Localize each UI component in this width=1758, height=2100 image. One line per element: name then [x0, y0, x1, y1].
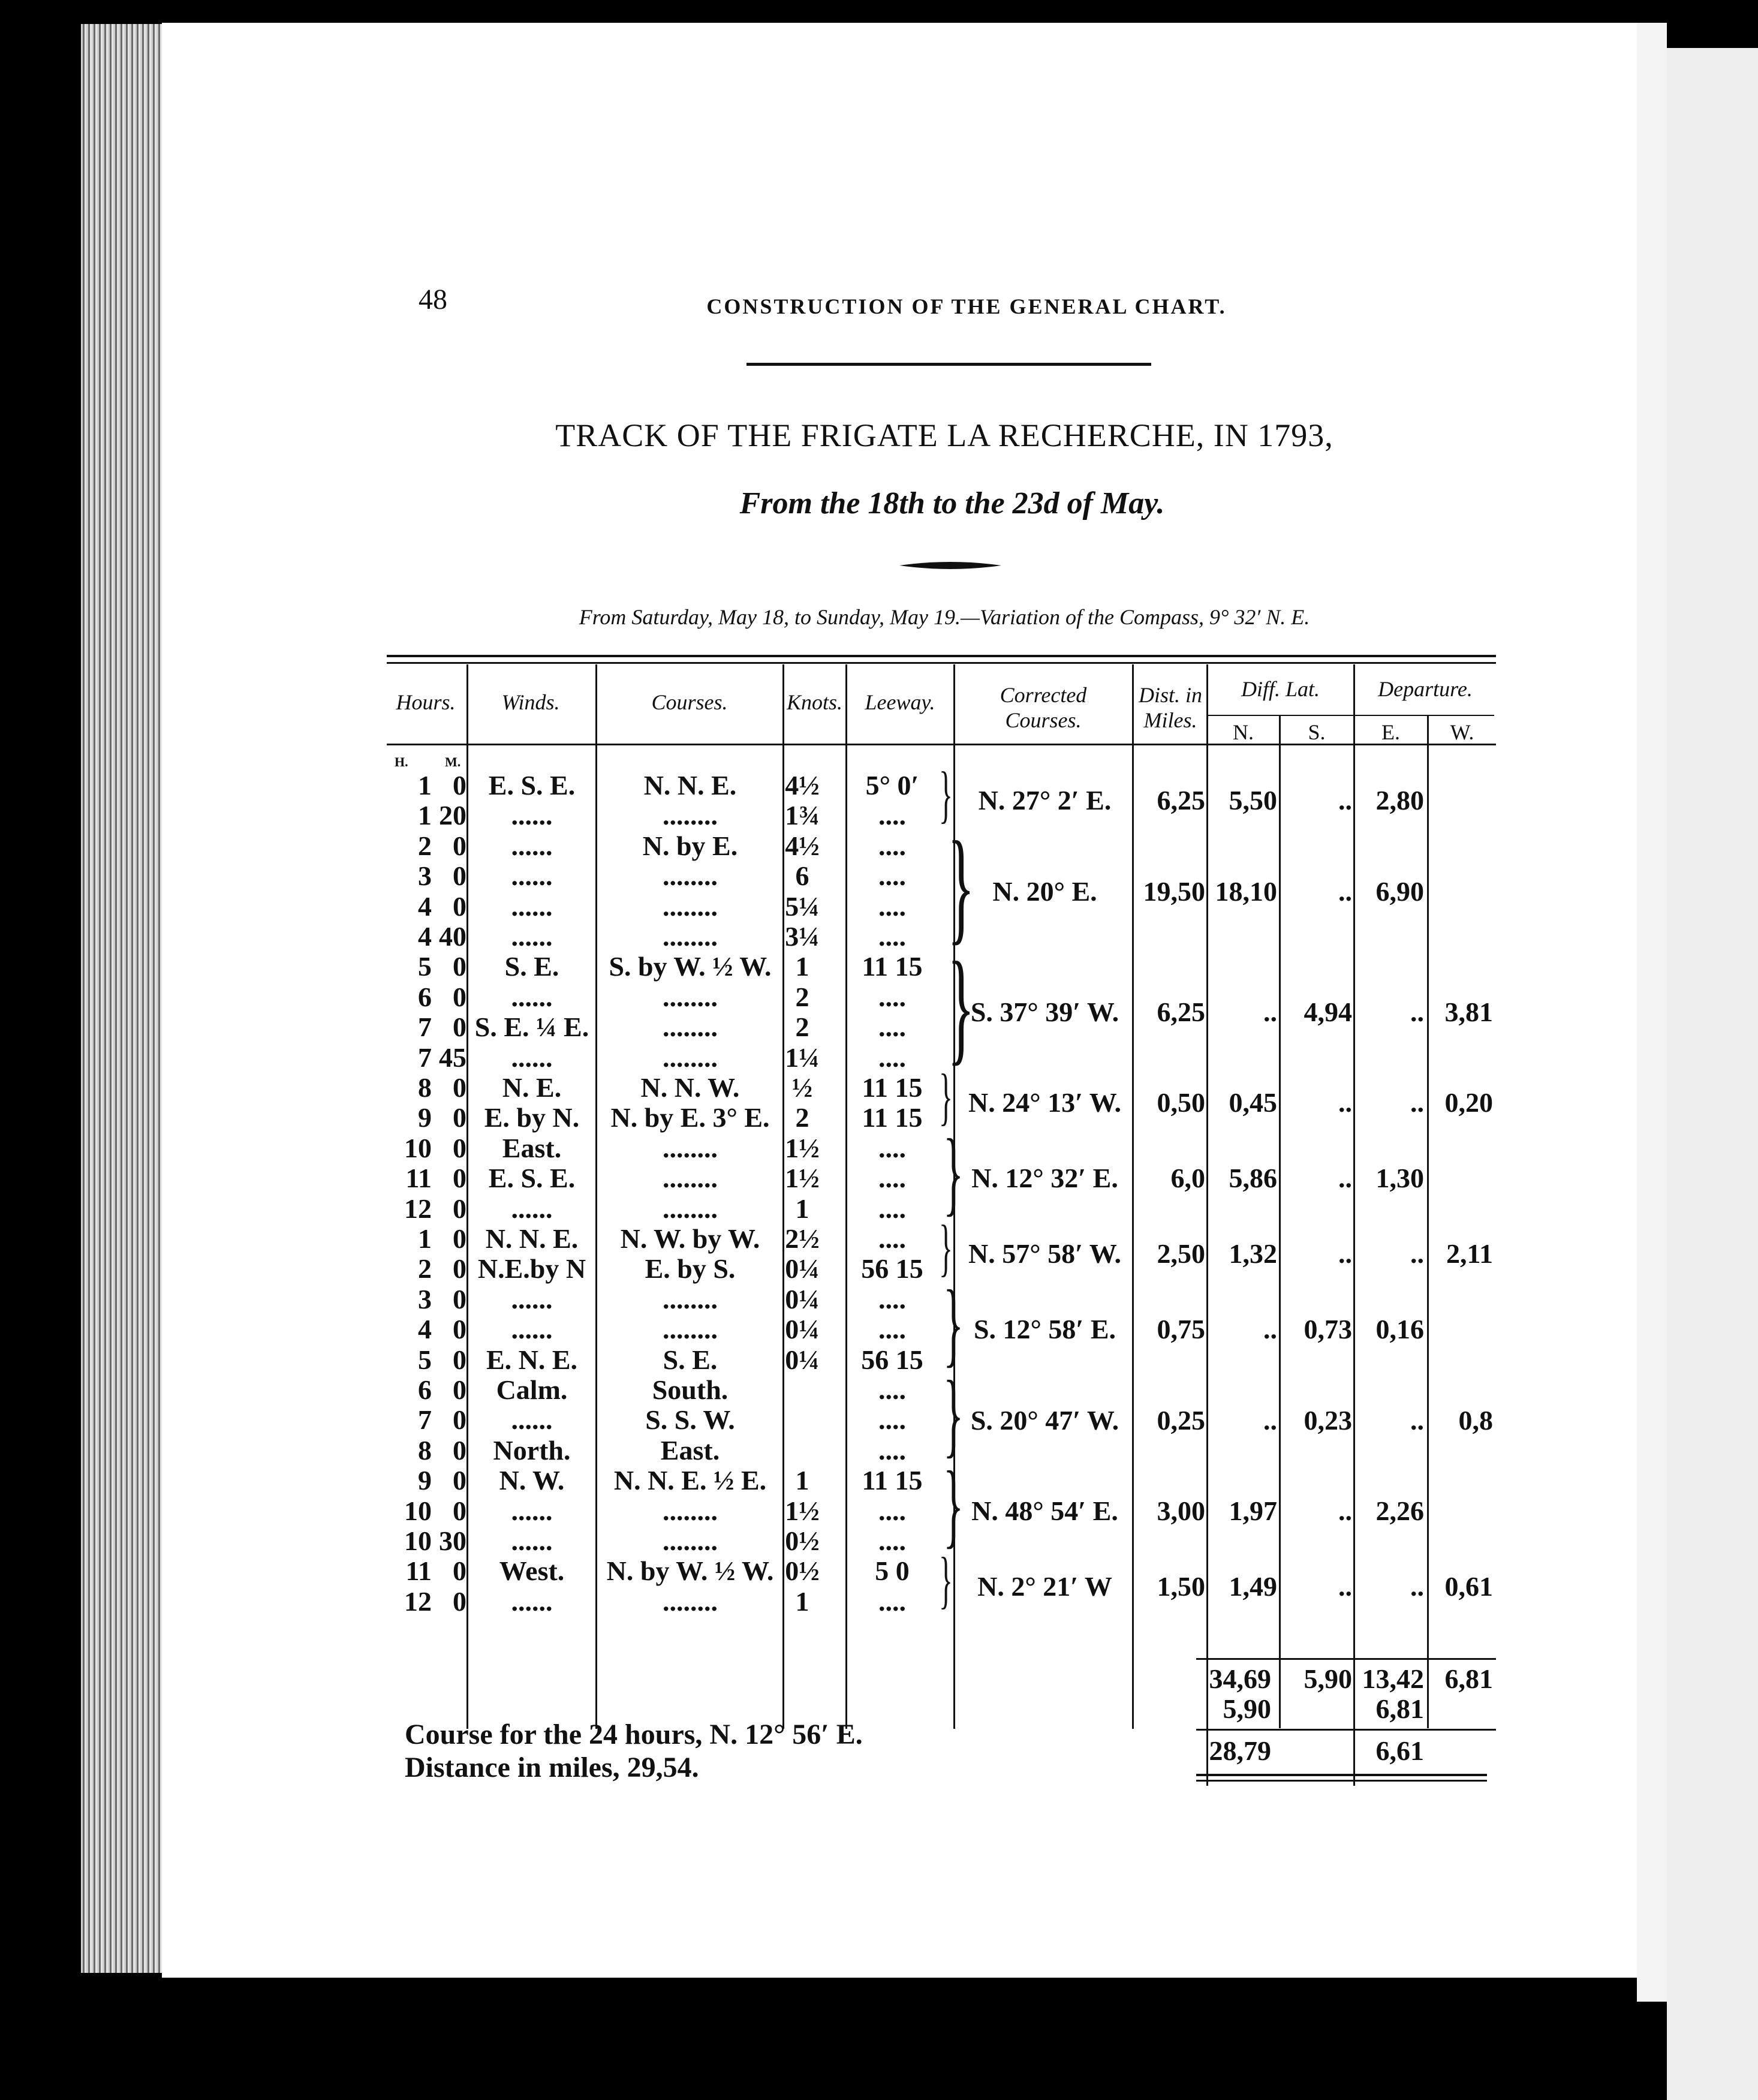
cell-minute: 0: [453, 1072, 466, 1103]
cell-leeway: ....: [878, 1314, 906, 1345]
cell-minute: 0: [453, 1314, 466, 1345]
header-winds: Winds.: [501, 690, 560, 714]
difflat-sub-rule: [1206, 715, 1494, 716]
cell-wind: ......: [511, 1314, 553, 1345]
cell-course: S. E.: [663, 1344, 718, 1375]
brace-icon: }: [943, 1452, 964, 1558]
cell-knots: 1: [795, 1585, 809, 1617]
cell-knots: 0¼: [785, 1344, 820, 1375]
cell-minute: 0: [453, 1344, 466, 1375]
cell-minute: 0: [453, 1404, 466, 1436]
cell-corrected-course: N. 2° 21′ W: [977, 1571, 1112, 1602]
cell-hour: 5: [418, 951, 432, 982]
net-e: 6,61: [1375, 1735, 1424, 1766]
cell-distance: 2,50: [1157, 1238, 1205, 1269]
cell-leeway: ....: [878, 921, 906, 952]
cell-course: N. by W. ½ W.: [606, 1556, 774, 1587]
cell-difflat-n: 0,45: [1229, 1087, 1277, 1118]
cell-wind: ......: [511, 1042, 553, 1073]
cell-hour: 7: [418, 1012, 432, 1043]
totals-rule: [1196, 1658, 1496, 1660]
final-rule-1: [1196, 1774, 1487, 1776]
cell-wind: E. S. E.: [488, 770, 576, 801]
header-departure: Departure.: [1378, 677, 1473, 701]
cell-wind: ......: [511, 800, 553, 831]
cell-minute: 0: [453, 1102, 466, 1133]
subtract-e: 6,81: [1375, 1693, 1424, 1724]
cell-course: N. by E. 3° E.: [610, 1102, 770, 1133]
cell-leeway: 11 15: [862, 1102, 923, 1133]
cell-wind: N. E.: [502, 1072, 562, 1103]
cell-course: ........: [663, 861, 718, 892]
cell-course: ........: [663, 890, 718, 922]
cell-leeway: ....: [878, 800, 906, 831]
cell-corrected-course: N. 24° 13′ W.: [968, 1087, 1121, 1118]
cell-hour: 7: [418, 1042, 432, 1073]
cell-wind: ......: [511, 890, 553, 922]
cell-leeway: ....: [878, 890, 906, 922]
cell-leeway: 56 15: [861, 1253, 923, 1284]
cell-departure-e: 6,90: [1375, 875, 1424, 907]
cell-minute: 0: [453, 1495, 466, 1526]
cell-leeway: ....: [878, 830, 906, 861]
cell-distance: 6,25: [1157, 785, 1205, 816]
cell-minute: 0: [453, 1556, 466, 1587]
cell-hour: 10: [404, 1526, 432, 1556]
cell-knots: 1½: [785, 1495, 820, 1526]
cell-leeway: ....: [878, 1495, 906, 1526]
header-knots: Knots.: [786, 690, 843, 714]
header-dist: Dist. in Miles.: [1138, 683, 1202, 732]
cell-course: ........: [663, 1193, 718, 1224]
cell-minute: 0: [453, 1374, 466, 1405]
cell-course: S. S. W.: [645, 1404, 735, 1436]
header-hours: Hours.: [396, 690, 456, 714]
cell-leeway: 5 0: [875, 1556, 910, 1587]
cell-departure-e: 1,30: [1375, 1163, 1424, 1194]
cell-difflat-n: 18,10: [1215, 875, 1277, 907]
cell-leeway: ....: [878, 1223, 906, 1254]
cell-distance: 1,50: [1157, 1571, 1205, 1602]
total-s: 5,90: [1304, 1663, 1352, 1694]
col-divider-6: [1132, 664, 1134, 1729]
cell-leeway: 11 15: [862, 1465, 923, 1496]
cell-departure-e: ..: [1410, 1571, 1424, 1602]
cell-knots: 5¼: [785, 890, 820, 922]
col-divider-7: [1206, 664, 1208, 1786]
cell-course: E. by S.: [645, 1253, 736, 1284]
cell-course: N. W. by W.: [620, 1223, 760, 1254]
cell-minute: 0: [453, 830, 466, 861]
cell-hour: 9: [418, 1465, 432, 1496]
cell-distance: 0,50: [1157, 1087, 1205, 1118]
cell-difflat-n: 1,97: [1229, 1495, 1277, 1526]
table-top-rule-1: [387, 655, 1496, 657]
cell-difflat-s: ..: [1338, 1163, 1352, 1194]
cell-knots: 0¼: [785, 1314, 820, 1345]
cell-hour: 8: [418, 1434, 432, 1466]
cell-knots: 1: [795, 1193, 809, 1224]
cell-distance: 0,75: [1157, 1314, 1205, 1345]
cell-knots: ½: [791, 1072, 813, 1103]
cell-wind: N. W.: [499, 1465, 565, 1496]
brace-icon: }: [943, 1362, 964, 1467]
cell-knots: 0½: [785, 1526, 820, 1556]
cell-hour: 4: [418, 921, 432, 952]
cell-course: ........: [663, 921, 718, 952]
cell-knots: 4½: [785, 830, 820, 861]
cell-minute: 0: [453, 981, 466, 1012]
cell-course: ........: [663, 1012, 718, 1043]
cell-hour: 1: [418, 770, 432, 801]
table-title: TRACK OF THE FRIGATE LA RECHERCHE, IN 1793,: [555, 417, 1333, 453]
total-w: 6,81: [1444, 1663, 1493, 1694]
cell-leeway: ....: [878, 1404, 906, 1436]
cell-difflat-s: ..: [1338, 875, 1352, 907]
cell-course: ........: [663, 1495, 718, 1526]
cell-minute: 0: [453, 770, 466, 801]
cell-course: ........: [663, 981, 718, 1012]
brace-icon: }: [938, 759, 953, 829]
cell-leeway: 5° 0′: [865, 770, 919, 801]
brace-icon: }: [947, 935, 975, 1077]
cell-wind: ......: [511, 830, 553, 861]
brace-icon: }: [943, 1271, 964, 1376]
cell-leeway: 11 15: [862, 1072, 923, 1103]
cell-leeway: 11 15: [862, 951, 923, 982]
cell-wind: E. by N.: [484, 1102, 580, 1133]
cell-hour: 2: [418, 1253, 432, 1284]
cell-wind: East.: [502, 1132, 562, 1163]
cell-hour: 2: [418, 830, 432, 861]
ornament-dash-icon: [899, 555, 1001, 576]
cell-knots: 0¼: [785, 1283, 820, 1314]
cell-distance: 6,25: [1157, 997, 1205, 1028]
total-n: 34,69: [1209, 1663, 1271, 1694]
cell-difflat-n: 5,50: [1229, 785, 1277, 816]
cell-minute: 0: [453, 890, 466, 922]
cell-corrected-course: N. 57° 58′ W.: [968, 1238, 1121, 1269]
header-leeway: Leeway.: [865, 690, 935, 714]
cell-hour: 3: [418, 1283, 432, 1314]
header-difflat-s: S.: [1308, 720, 1326, 744]
cell-hour: 6: [418, 1374, 432, 1405]
cell-leeway: ....: [878, 1042, 906, 1073]
header-difflat: Diff. Lat.: [1241, 677, 1320, 701]
cell-difflat-n: ..: [1263, 1314, 1277, 1345]
cell-minute: 0: [453, 861, 466, 892]
cell-distance: 19,50: [1143, 875, 1205, 907]
cell-knots: 6: [795, 861, 809, 892]
cell-hour: 1: [418, 800, 432, 831]
cell-wind: S. E. ¼ E.: [474, 1012, 589, 1043]
cell-wind: Calm.: [496, 1374, 568, 1405]
cell-corrected-course: N. 20° E.: [992, 875, 1097, 907]
book-page-edges: [81, 24, 165, 1973]
cell-knots: 1½: [785, 1132, 820, 1163]
cell-minute: 0: [453, 1163, 466, 1194]
cell-course: ........: [663, 1526, 718, 1556]
cell-leeway: 56 15: [861, 1344, 923, 1375]
cell-course: N. N. W.: [640, 1072, 740, 1103]
cell-course: S. by W. ½ W.: [609, 951, 772, 982]
cell-difflat-s: 0,73: [1304, 1314, 1352, 1345]
background-strip: [1667, 48, 1758, 2100]
cell-departure-w: 0,8: [1458, 1404, 1493, 1436]
cell-difflat-n: 1,32: [1229, 1238, 1277, 1269]
cell-minute: 0: [453, 1253, 466, 1284]
cell-minute: 20: [439, 800, 466, 831]
cell-hour: 11: [405, 1163, 432, 1194]
cell-departure-e: ..: [1410, 997, 1424, 1028]
cell-leeway: ....: [878, 1132, 906, 1163]
cell-leeway: ....: [878, 1012, 906, 1043]
header-corrected: Corrected Courses.: [1000, 683, 1087, 732]
cell-wind: N.E.by N: [477, 1253, 586, 1284]
cell-difflat-s: ..: [1338, 1495, 1352, 1526]
cell-leeway: ....: [878, 1374, 906, 1405]
cell-departure-w: 0,61: [1444, 1571, 1493, 1602]
cell-departure-e: 2,26: [1375, 1495, 1424, 1526]
cell-wind: E. S. E.: [488, 1163, 576, 1194]
cell-wind: North.: [493, 1434, 571, 1466]
cell-course: ........: [663, 1042, 718, 1073]
cell-distance: 3,00: [1157, 1495, 1205, 1526]
cell-departure-e: ..: [1410, 1404, 1424, 1436]
cell-departure-e: 0,16: [1375, 1314, 1424, 1345]
cell-hour: 1: [418, 1223, 432, 1254]
cell-leeway: ....: [878, 1163, 906, 1194]
cell-knots: 1¾: [785, 800, 820, 831]
cell-minute: 0: [453, 1283, 466, 1314]
cell-corrected-course: N. 48° 54′ E.: [971, 1495, 1118, 1526]
facing-page-edge: [1637, 23, 1667, 2002]
cell-hour: 9: [418, 1102, 432, 1133]
cell-wind: S. E.: [504, 951, 559, 982]
cell-wind: ......: [511, 1495, 553, 1526]
cell-leeway: ....: [878, 1526, 906, 1556]
cell-difflat-s: 0,23: [1304, 1404, 1352, 1436]
cell-knots: 2: [795, 981, 809, 1012]
brace-icon: }: [943, 1120, 964, 1225]
cell-wind: ......: [511, 861, 553, 892]
cell-course: ........: [663, 1314, 718, 1345]
cell-knots: 2: [795, 1102, 809, 1133]
cell-knots: 2½: [785, 1223, 820, 1254]
cell-minute: 0: [453, 1193, 466, 1224]
cell-distance: 0,25: [1157, 1404, 1205, 1436]
cell-difflat-n: ..: [1263, 997, 1277, 1028]
net-rule: [1196, 1729, 1496, 1731]
course-summary: Course for the 24 hours, N. 12° 56′ E.: [405, 1719, 863, 1750]
cell-knots: 0½: [785, 1556, 820, 1587]
cell-wind: ......: [511, 1404, 553, 1436]
cell-departure-w: 3,81: [1444, 997, 1493, 1028]
cell-difflat-s: ..: [1338, 1238, 1352, 1269]
cell-minute: 0: [453, 1132, 466, 1163]
cell-knots: 3¼: [785, 921, 820, 952]
cell-wind: ......: [511, 1283, 553, 1314]
cell-knots: 0¼: [785, 1253, 820, 1284]
cell-knots: 1: [795, 951, 809, 982]
header-departure-e: E.: [1381, 720, 1400, 744]
cell-hour: 6: [418, 981, 432, 1012]
cell-course: N. N. E. ½ E.: [613, 1465, 767, 1496]
cell-wind: E. N. E.: [486, 1344, 578, 1375]
header-difflat-n: N.: [1233, 720, 1254, 744]
cell-minute: 45: [439, 1042, 466, 1073]
brace-icon: }: [938, 1545, 953, 1615]
cell-leeway: ....: [878, 981, 906, 1012]
cell-wind: ......: [511, 921, 553, 952]
cell-knots: 4½: [785, 770, 820, 801]
table-subtitle: From the 18th to the 23d of May.: [739, 486, 1165, 521]
cell-wind: ......: [511, 1585, 553, 1617]
cell-minute: 0: [453, 1434, 466, 1466]
col-divider-9: [1353, 664, 1355, 1786]
cell-course: East.: [660, 1434, 720, 1466]
cell-course: ........: [663, 1585, 718, 1617]
cell-corrected-course: S. 20° 47′ W.: [970, 1404, 1119, 1436]
cell-hour: 7: [418, 1404, 432, 1436]
cell-departure-e: ..: [1410, 1087, 1424, 1118]
cell-wind: ......: [511, 981, 553, 1012]
distance-summary: Distance in miles, 29,54.: [405, 1752, 699, 1783]
cell-course: ........: [663, 1283, 718, 1314]
brace-icon: }: [947, 814, 975, 956]
cell-leeway: ....: [878, 1585, 906, 1617]
cell-hour: 3: [418, 861, 432, 892]
cell-difflat-n: 5,86: [1229, 1163, 1277, 1194]
cell-wind: ......: [511, 1526, 553, 1556]
cell-corrected-course: N. 27° 2′ E.: [978, 785, 1112, 816]
section-caption: From Saturday, May 18, to Sunday, May 19.—Variation of the Compass, 9° 32′ N. E.: [579, 605, 1310, 629]
cell-hour: 11: [405, 1556, 432, 1587]
cell-difflat-s: ..: [1338, 1087, 1352, 1118]
cell-hour: 12: [404, 1585, 432, 1617]
cell-hour: 12: [404, 1193, 432, 1224]
cell-wind: West.: [499, 1556, 565, 1587]
cell-minute: 0: [453, 1012, 466, 1043]
brace-icon: }: [938, 1213, 953, 1283]
final-rule-2: [1196, 1780, 1487, 1782]
table-top-rule-2: [387, 662, 1496, 664]
brace-icon: }: [938, 1061, 953, 1132]
cell-hour: 5: [418, 1344, 432, 1375]
cell-hour: 8: [418, 1072, 432, 1103]
cell-wind: N. N. E.: [485, 1223, 579, 1254]
header-m: M.: [445, 754, 461, 769]
cell-corrected-course: S. 12° 58′ E.: [973, 1314, 1116, 1345]
cell-minute: 0: [453, 1465, 466, 1496]
cell-difflat-n: 1,49: [1229, 1571, 1277, 1602]
running-title: CONSTRUCTION OF THE GENERAL CHART.: [706, 294, 1227, 318]
cell-hour: 10: [404, 1132, 432, 1163]
cell-corrected-course: N. 12° 32′ E.: [971, 1163, 1118, 1194]
cell-wind: ......: [511, 1193, 553, 1224]
cell-course: N. by E.: [642, 830, 738, 861]
total-e: 13,42: [1362, 1663, 1424, 1694]
header-courses: Courses.: [651, 690, 728, 714]
cell-knots: 1: [795, 1465, 809, 1496]
cell-knots: 1¼: [785, 1042, 820, 1073]
cell-leeway: ....: [878, 1193, 906, 1224]
cell-hour: 4: [418, 1314, 432, 1345]
header-h: H.: [395, 754, 408, 769]
cell-leeway: ....: [878, 1283, 906, 1314]
cell-knots: 2: [795, 1012, 809, 1043]
cell-minute: 30: [439, 1526, 466, 1556]
cell-departure-w: 0,20: [1444, 1087, 1493, 1118]
net-n: 28,79: [1209, 1735, 1271, 1766]
header-departure-w: W.: [1450, 720, 1474, 744]
page-number: 48: [419, 284, 447, 315]
cell-leeway: ....: [878, 861, 906, 892]
cell-course: ........: [663, 800, 718, 831]
cell-hour: 10: [404, 1495, 432, 1526]
cell-distance: 6,0: [1170, 1163, 1205, 1194]
header-rule: [746, 363, 1151, 366]
cell-minute: 0: [453, 951, 466, 982]
cell-departure-e: 2,80: [1375, 785, 1424, 816]
cell-course: South.: [652, 1374, 729, 1405]
subtract-n: 5,90: [1223, 1693, 1271, 1724]
cell-difflat-n: ..: [1263, 1404, 1277, 1436]
cell-course: N. N. E.: [643, 770, 737, 801]
cell-departure-e: ..: [1410, 1238, 1424, 1269]
cell-difflat-s: 4,94: [1304, 997, 1352, 1028]
cell-departure-w: 2,11: [1446, 1238, 1493, 1269]
cell-course: ........: [663, 1163, 718, 1194]
cell-difflat-s: ..: [1338, 785, 1352, 816]
cell-minute: 0: [453, 1585, 466, 1617]
cell-minute: 0: [453, 1223, 466, 1254]
cell-difflat-s: ..: [1338, 1571, 1352, 1602]
cell-minute: 40: [439, 921, 466, 952]
cell-leeway: ....: [878, 1434, 906, 1466]
cell-knots: 1½: [785, 1163, 820, 1194]
cell-hour: 4: [418, 890, 432, 922]
cell-course: ........: [663, 1132, 718, 1163]
cell-corrected-course: S. 37° 39′ W.: [970, 997, 1119, 1028]
